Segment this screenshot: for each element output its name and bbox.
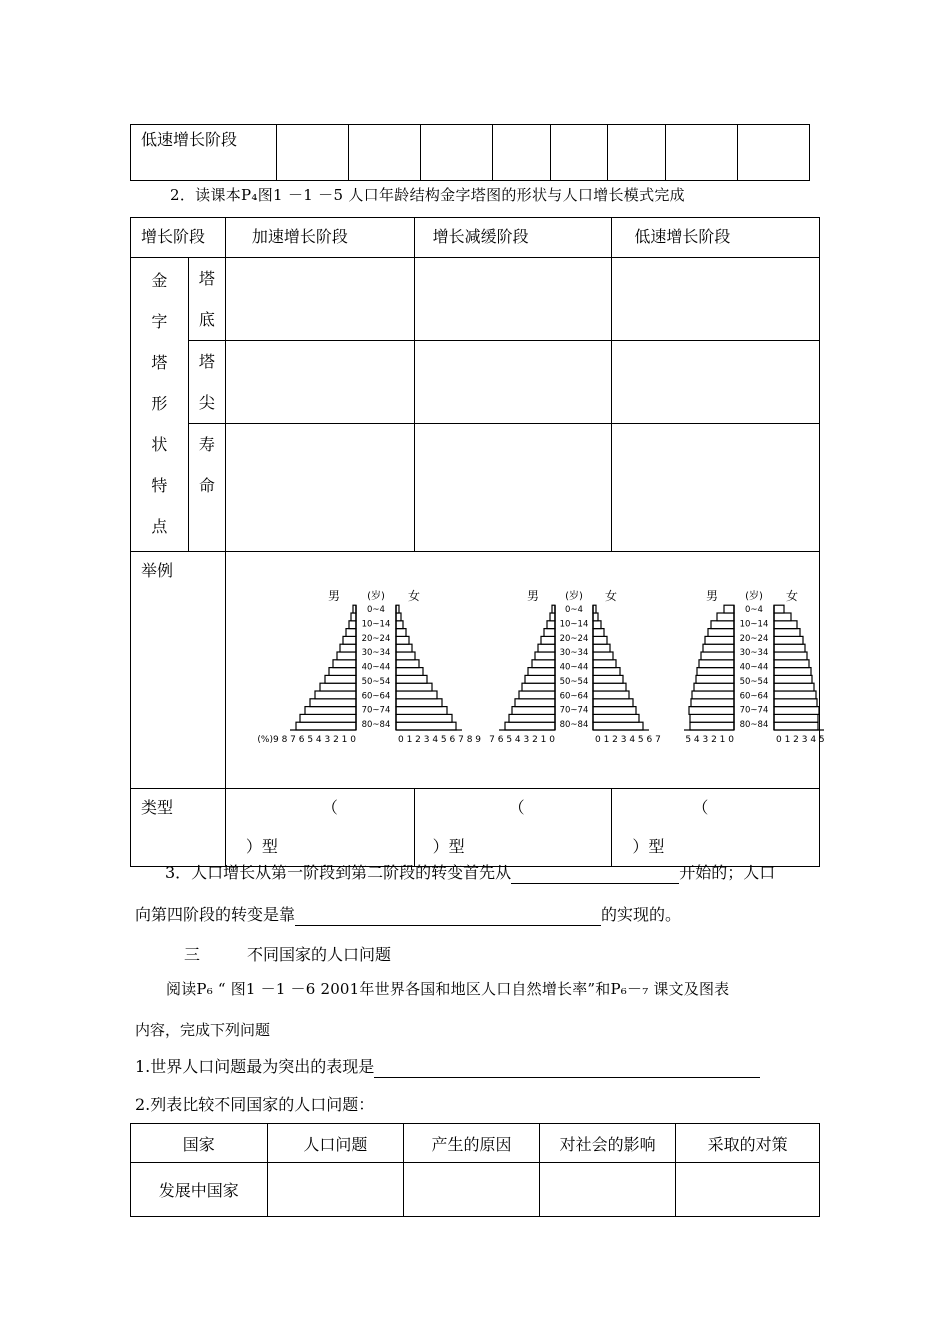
pyramid-age-label: 80~84 (559, 720, 589, 730)
pyramid-bar-male (340, 644, 356, 652)
vertical-char: 金 (151, 271, 168, 290)
table-cell (493, 125, 550, 181)
vertical-label-cell (131, 258, 189, 552)
table-cell (404, 1163, 540, 1217)
pyramid-x-ticks-right: 0 1 2 3 4 5 6 7 (594, 735, 661, 745)
pyramid-bar-male (705, 636, 734, 644)
pyramid-male-label: 男 (526, 589, 539, 604)
pyramid-bar-female (774, 722, 818, 730)
pyramid-age-label: 50~54 (739, 676, 769, 687)
pyramid-bar-male (515, 699, 555, 707)
table-cell (421, 125, 493, 181)
pyramid-bar-female (396, 660, 419, 668)
sub-label-cell (188, 341, 225, 424)
pyramid-bar-female (396, 722, 456, 730)
vertical-char: 状 (151, 435, 168, 454)
type-close: ）型 (245, 837, 278, 856)
pyramid-bar-female (774, 707, 819, 715)
sub-char: 命 (198, 476, 215, 495)
reading-line2: 内容，完成下列问题 (135, 1021, 271, 1039)
header-impact: 对社会的影响 (559, 1134, 656, 1154)
top-table-fragment (130, 124, 810, 181)
vertical-char: 字 (151, 312, 168, 331)
pyramid-accelerating (257, 589, 481, 745)
pyramid-age-label: 60~64 (739, 691, 769, 702)
pyramid-bar-female (593, 707, 636, 715)
pyramid-bar-male (696, 675, 734, 683)
pyramid-bar-male (525, 675, 555, 683)
pyramid-age-label: 20~24 (559, 633, 589, 644)
sub-label-cell (188, 424, 225, 552)
pyramid-bar-male (519, 691, 555, 699)
pyramid-bar-female (774, 699, 817, 707)
pyramid-bar-female (774, 613, 791, 621)
header-problem: 人口问题 (303, 1134, 368, 1154)
pyramid-bar-male (544, 629, 555, 637)
section-title: 不同国家的人口问题 (247, 945, 392, 964)
pyramid-bar-male (691, 699, 734, 707)
pyramid-bar-male (325, 675, 356, 683)
sub-char: 塔 (198, 352, 215, 371)
type-cell (225, 789, 414, 867)
pyramid-table (130, 217, 825, 867)
pyramid-bar-male (711, 621, 734, 629)
pyramid-bar-female (593, 621, 601, 629)
table-cell (276, 125, 348, 181)
header-cell (225, 218, 414, 258)
pyramid-age-label: 50~54 (361, 676, 391, 687)
pyramid-age-label: 80~84 (361, 720, 391, 730)
table-cell (414, 424, 612, 552)
pyramid-bar-male (522, 683, 555, 691)
pyramid-bar-female (396, 668, 423, 676)
header-cell (539, 1124, 676, 1163)
question-3-line2 (135, 904, 681, 926)
pyramid-bar-female (396, 691, 437, 699)
example-figure-cell (225, 552, 825, 789)
q3-text: 的实现的。 (601, 905, 682, 924)
header-cell (612, 218, 820, 258)
pyramid-age-label: 60~64 (559, 691, 589, 702)
pyramid-bar-male (329, 668, 356, 676)
table-cell (225, 258, 414, 341)
pyramid-bar-female (593, 683, 626, 691)
pyramid-age-label: 0~4 (564, 605, 583, 616)
blank-line (374, 1077, 760, 1078)
table-cell (349, 125, 421, 181)
pyramid-bar-male (699, 660, 734, 668)
pyramid-bar-male (690, 714, 734, 722)
pyramid-bar-male (320, 683, 356, 691)
row-label-cell (131, 1163, 268, 1217)
table-cell (414, 258, 612, 341)
pyramid-bar-male (296, 722, 356, 730)
type-label: 类型 (141, 798, 174, 817)
table-cell (550, 125, 607, 181)
pyramid-age-label: 80~84 (739, 720, 769, 730)
pyramid-bar-female (593, 668, 620, 676)
table-cell (225, 424, 414, 552)
pyramid-bar-female (774, 629, 800, 637)
q3-text: 向第四阶段的转变是靠 (135, 905, 296, 924)
pyramid-bar-male (337, 652, 356, 660)
table-cell (612, 341, 820, 424)
pyramid-bar-female (774, 668, 811, 676)
pyramid-bar-female (396, 714, 452, 722)
type-open: （ (321, 798, 338, 817)
pyramid-bar-female (774, 660, 809, 668)
pyramid-age-label: 40~44 (739, 662, 769, 673)
pyramid-bar-male (538, 644, 555, 652)
pyramid-bar-female (396, 652, 415, 660)
pyramid-age-label: 30~34 (559, 648, 589, 659)
type-close: ）型 (432, 837, 465, 856)
header-cell (404, 1124, 540, 1163)
pyramid-bar-male (692, 691, 734, 699)
sub-char: 底 (198, 310, 215, 329)
header-slowing: 增长减缓阶段 (432, 227, 529, 246)
pyramid-bar-female (774, 621, 797, 629)
pyramid-unit: (岁) (744, 591, 763, 603)
header-low: 低速增长阶段 (634, 227, 731, 246)
pyramid-bar-female (593, 636, 607, 644)
pyramid-age-label: 50~54 (559, 676, 589, 687)
reading-line1: 阅读P₆ “ 图1 －1 －6 2001年世界各国和地区人口自然增长率”和P₆－₇ 课文及图表 (166, 980, 730, 998)
pyramid-bar-male (300, 714, 356, 722)
table-cell (676, 1163, 820, 1217)
pyramid-bar-female (774, 691, 816, 699)
vertical-char: 点 (151, 517, 168, 536)
pyramid-bar-female (774, 644, 805, 652)
pyramid-bar-female (396, 636, 409, 644)
pyramid-bar-male (346, 629, 356, 637)
pyramid-age-label: 20~24 (361, 633, 391, 644)
q3-text: 开始的；人口 (679, 863, 776, 882)
pyramid-bar-female (593, 691, 629, 699)
table-cell (608, 125, 665, 181)
pyramid-bar-female (593, 629, 604, 637)
item-2: 2.列表比较不同国家的人口问题： (135, 1095, 375, 1114)
question-2: 2．读课本P₄图1 －1 －5 人口年龄结构金字塔图的形状与人口增长模式完成 (170, 186, 685, 204)
pyramid-bar-male (528, 668, 555, 676)
pyramid-bar-male (532, 660, 555, 668)
pyramid-bar-male (509, 714, 555, 722)
pyramid-bar-male (505, 722, 555, 730)
header-cell (131, 218, 226, 258)
pyramid-age-label: 0~4 (744, 605, 763, 616)
pyramid-bar-female (396, 683, 432, 691)
pyramid-female-label: 女 (407, 589, 420, 604)
pyramid-age-label: 40~44 (361, 662, 391, 673)
pyramid-bar-male (349, 621, 356, 629)
pyramid-female-label: 女 (785, 589, 798, 604)
header-cause: 产生的原因 (431, 1134, 512, 1154)
question-3-line1 (165, 862, 775, 884)
pyramid-bar-female (593, 675, 623, 683)
pyramid-age-label: 20~24 (739, 633, 769, 644)
pyramid-low (684, 589, 825, 745)
pyramid-age-label: 70~74 (739, 705, 769, 716)
pyramid-bar-female (396, 644, 412, 652)
pyramid-bar-female (593, 714, 639, 722)
header-accelerate: 加速增长阶段 (251, 227, 348, 246)
pyramid-age-label: 10~14 (559, 619, 589, 630)
sub-char: 尖 (198, 393, 215, 412)
pyramid-unit: (岁) (564, 591, 583, 603)
pyramid-age-label: 30~34 (361, 648, 391, 659)
header-stage: 增长阶段 (141, 227, 206, 246)
pyramid-x-ticks-left: 5 4 3 2 1 0 (685, 735, 734, 745)
table-cell (737, 125, 809, 181)
pyramid-bar-female (774, 675, 812, 683)
table-cell (539, 1163, 676, 1217)
example-label: 举例 (141, 561, 174, 580)
pyramid-age-label: 70~74 (559, 705, 589, 716)
pyramid-bar-female (396, 699, 442, 707)
pyramid-bar-female (593, 699, 633, 707)
table-cell (612, 258, 820, 341)
pyramid-x-ticks-left: (%)9 8 7 6 5 4 3 2 1 0 (257, 735, 356, 745)
blank-line (295, 925, 601, 926)
pyramid-bar-female (396, 629, 406, 637)
pyramid-bar-male (333, 660, 356, 668)
pyramid-bar-male (697, 668, 734, 676)
pyramid-bar-male (694, 683, 734, 691)
pyramid-bar-female (396, 621, 403, 629)
header-country: 国家 (182, 1134, 215, 1154)
pyramid-age-label: 70~74 (361, 705, 391, 716)
pyramid-age-label: 40~44 (559, 662, 589, 673)
pyramid-age-label: 60~64 (361, 691, 391, 702)
pyramid-bar-male (512, 707, 555, 715)
pyramid-age-label: 10~14 (361, 619, 391, 630)
pyramid-bar-female (774, 652, 807, 660)
pyramid-male-label: 男 (327, 589, 340, 604)
pyramid-bar-female (593, 660, 616, 668)
developing-country: 发展中国家 (158, 1181, 239, 1200)
sub-label-cell (188, 258, 225, 341)
type-label-cell (131, 789, 226, 867)
pyramid-age-label: 0~4 (366, 605, 385, 616)
pyramid-bar-female (774, 714, 818, 722)
pyramid-bar-female (774, 605, 784, 613)
pyramid-bar-female (774, 683, 814, 691)
vertical-char: 特 (151, 476, 168, 495)
pyramid-bar-male (310, 699, 356, 707)
pyramid-x-ticks-right: 0 1 2 3 4 5 6 7 8 9 (397, 735, 481, 745)
pyramid-bar-female (774, 636, 803, 644)
pyramid-age-label: 10~14 (739, 619, 769, 630)
example-label-cell (131, 552, 226, 789)
pyramid-x-ticks-right: 0 1 2 3 4 5 (775, 735, 825, 745)
header-cell (676, 1124, 820, 1163)
header-cell (267, 1124, 404, 1163)
header-measures: 采取的对策 (707, 1134, 788, 1154)
pyramid-bar-male (305, 707, 356, 715)
type-close: ）型 (632, 837, 665, 856)
item-1 (135, 1056, 760, 1078)
pyramid-bar-male (343, 636, 356, 644)
table-cell (131, 125, 277, 181)
table-cell (665, 125, 737, 181)
pyramid-slowing (489, 589, 661, 745)
vertical-char: 形 (151, 394, 168, 413)
pyramid-x-ticks-left: 7 6 5 4 3 2 1 0 (488, 735, 555, 745)
pyramid-bar-male (541, 636, 555, 644)
pyramid-bar-male (315, 691, 356, 699)
table-cell (267, 1163, 404, 1217)
pyramid-bar-male (535, 652, 555, 660)
type-open: （ (508, 798, 525, 817)
pyramid-unit: (岁) (366, 591, 385, 603)
q3-text: 3．人口增长从第一阶段到第二阶段的转变首先从 (165, 863, 512, 882)
pyramid-female-label: 女 (604, 589, 617, 604)
pyramid-figure (226, 552, 825, 788)
pyramid-bar-male (724, 605, 734, 613)
pyramid-bar-female (593, 722, 643, 730)
vertical-char: 塔 (151, 353, 168, 372)
pyramid-bar-female (593, 652, 613, 660)
pyramid-bar-male (717, 613, 734, 621)
blank-line (511, 883, 679, 884)
table-cell (225, 341, 414, 424)
pyramid-bar-male (547, 621, 555, 629)
pyramid-bar-female (593, 644, 610, 652)
header-cell (414, 218, 612, 258)
type-cell (414, 789, 612, 867)
header-cell (131, 1124, 268, 1163)
pyramid-bar-male (689, 707, 734, 715)
type-open: （ (692, 798, 709, 817)
sub-char: 塔 (198, 269, 215, 288)
pyramid-bar-female (396, 675, 427, 683)
pyramid-bar-male (690, 722, 734, 730)
table-cell (612, 424, 820, 552)
pyramid-bar-male (703, 644, 734, 652)
pyramid-bar-male (701, 652, 734, 660)
section-number: 三 (184, 945, 201, 964)
pyramid-age-label: 30~34 (739, 648, 769, 659)
table-cell (414, 341, 612, 424)
country-table (130, 1123, 820, 1217)
pyramid-male-label: 男 (705, 589, 718, 604)
sub-char: 寿 (198, 435, 215, 454)
row-label: 低速增长阶段 (141, 130, 238, 149)
pyramid-bar-female (396, 707, 447, 715)
pyramid-bar-male (708, 629, 734, 637)
item-1-text: 1.世界人口问题最为突出的表现是 (135, 1057, 375, 1076)
type-cell (612, 789, 820, 867)
